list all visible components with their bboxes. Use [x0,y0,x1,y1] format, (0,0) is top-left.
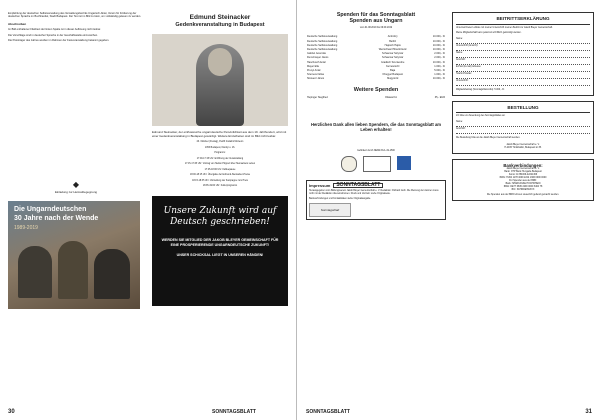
form-field-row [456,59,590,65]
portrait-image [152,34,288,126]
bank-line: Für Spenden aus der BRD: [509,179,537,182]
bank-details [452,159,594,201]
body-paragraph: Die Preisträger des Jahres werden im Rahmen der Festveranstaltung bekannt gegeben. [8,39,110,43]
membership-fee-note: Mitgliedsbeitrag (Sonntagsblatt-Abo): 5.000,- Ft [456,88,505,91]
donation-amount: 10.000,- Ft [432,35,445,39]
donations-subtitle: Spenden aus Ungarn [349,18,403,25]
membership-paragraph: Unterzeichnete/r erkläre mit meiner Unterschrift meinen Beitritt zur Jakob Bleyer Gemeinschaft. [456,26,553,29]
cover-figure [94,249,130,299]
donations-table [306,35,446,81]
portrait-face [208,48,232,76]
membership-form [452,12,594,96]
page-left [0,0,297,420]
donor-place: Kernéutschl [386,64,400,68]
other-donations-table [306,95,446,99]
event-line: 18:35-19:00 Uhr: Kulturprogramm [202,185,238,188]
running-title-left: SONNTAGSBLATT [212,409,256,415]
donor-name: Deutsche Selbstverwaltung [307,43,338,47]
bank-line: Jakob Bleyer Gemeinschaft e. V. [506,167,540,170]
donation-amount: 2.000,- Ft [434,52,445,56]
donor-name: Stravecz János [307,77,325,81]
right-column-1 [306,12,446,220]
donor-name: Deutsche Selbstverwaltung [307,39,338,43]
donor-place: Ambrózy [387,35,398,39]
form-field-label: Unterschrift: [456,79,469,82]
event-line: 23. Oktober (Freitag), Petőfi Irodalmi Múzeum [196,141,244,144]
page-right [300,0,600,420]
event-line: 17:15-17:45 Uhr: Vortrag von Stefan Pöpperl über Steinackers Leben [184,163,256,166]
form-field-row [456,73,590,79]
donation-amount: 10.000,- Ft [432,47,445,51]
donor-place: Schaumar Solymár [382,52,404,56]
cover-years: 1989-2019 [14,224,38,231]
donation-amount: 10.000,- Ft [432,43,445,47]
form-field-row [456,45,590,51]
donor-name: Gabriel Jeremiás [307,52,326,56]
donation-amount: 10.000,- Ft [432,39,445,43]
donor-place: Berlitz [389,39,397,43]
page-number-right: 31 [585,409,592,415]
book-cover-image [8,201,140,309]
donor-name: Szemerer Elisa [307,73,324,77]
event-line: Programm: [214,152,226,155]
bank-line: Bank: SPARKASSE HOCHRHEIN [505,182,541,185]
donor-place: Mogyoród [387,77,399,81]
event-line: 18:00-18:15 Uhr: Übergabe der Edmund-Steinacker-Preise [189,174,250,177]
bank-footer: Die Spenden aus der BRD können steuerlich geltend gemacht werden. [486,193,560,196]
form-field-row [456,80,590,86]
order-note: Die Bestellung bitte an die Jakob Bleyer Gemeinschaft senden. [456,136,521,139]
body-paragraph: Die Vorschläge sind in deutscher Sprache in der Geschäftsstelle einzureichen. [8,33,98,37]
donor-place: Werischwar Pilisvörösvár [378,47,407,51]
donor-name: Mayer Ella [307,64,319,68]
bank-lines [456,168,590,192]
banner-slogan: Deutsch geschrieben! [170,217,270,228]
impressum-note: Bankverbindungen und Kontaktdaten siehe Originalausgabe. [309,198,371,201]
membership-banner [152,196,288,306]
membership-fields [456,38,590,86]
body-paragraph: Im Bild enthaltener Fließtext der linken Spalte ist in dieser Auflösung nicht lesbar. [8,27,101,31]
donor-place: Gradisch Szentendre [380,60,405,64]
form-field-label: Anschrift: [456,58,466,61]
form-field-label: Name: [456,37,463,40]
donor-name: Dunszmayer János [307,56,329,60]
sponsor-logo [341,156,357,172]
org-address: H-2045 Törökbálint, Budapesti út 35. [504,146,542,149]
order-fields [456,121,590,134]
form-field-label: Anschrift: [456,127,466,130]
donor-place: Ottawa KA [384,95,397,99]
form-field-label: Name: [456,120,463,123]
page-number-left: 30 [8,409,15,415]
donation-amount: 1.000,- Ft [434,73,445,77]
bank-title: Bankverbindungen: [503,162,543,168]
event-line: 1053 Budapest, Károlyi u. 16. [204,146,236,149]
donation-row [306,77,446,81]
bank-line: Bank: OTP Bank Hungaria Budapest [504,170,542,173]
order-form [452,101,594,154]
membership-paragraph: Meine Mitgliedschaft kann jederzeit schriftlich gekündigt werden. [456,32,522,35]
order-text: Ich bitte um Zusendung des Sonntagsblattes an: [456,115,506,118]
sponsor-logo [397,156,411,170]
banner-callout: WERDEN SIE MITGLIED DER JAKOB BLEYER GEMEINSCHAFT FÜR EINE PROSPERIERENDE UNGARNDEUTSCHE ZUKUNFT! [161,238,279,247]
donation-amount: 10.000,- Ft [432,77,445,81]
donor-name: Haschusch Antal [307,60,326,64]
left-column-2 [152,12,288,306]
form-field-row [456,128,590,134]
right-column-2 [452,12,594,201]
donor-place: Baja [390,68,396,72]
event-line: 18:15-18:35 Uhr: Vorstellung der Kampagne zum Preis [192,179,248,182]
impressum-brand: SONNTAGSBLATT [333,183,383,188]
form-field-label: Unterschrift (Ansicht): [456,44,479,47]
event-line: 17:00-17:15 Uhr: Eröffnung der Veranstaltung [196,157,244,160]
cover-figure [18,246,52,298]
bank-line: IBAN: HU64 1178 4009 2222 1306 0000 0000 [499,176,547,179]
banner-callout: UNSER SCHICKSAL LIEGT IN UNSEREN HÄNDEN! [176,253,264,258]
cover-figure [58,241,88,299]
event-line: 17:45-18:00 Uhr: Kaffeepause [204,168,236,171]
order-title: BESTELLUNG [507,104,539,110]
donation-amount: 10.000,- Ft [432,60,445,64]
banner-slogan: Unsere Zukunft wird auf [163,206,277,217]
donor-name: Deutsche Selbstverwaltung [307,35,338,39]
donation-row [306,95,446,99]
divider [456,112,590,113]
form-field-row [456,52,590,58]
form-field-label: Name: [456,51,463,54]
form-field-row [456,66,590,72]
form-field-label: E-Post (E-mail) Adresse: [456,65,482,68]
article-subtitle: Gedenkveranstaltung in Budapest [175,21,265,28]
divider [456,24,590,25]
org-name: Jakob Bleyer Gemeinschaft e. V. [506,143,540,146]
donor-place: Schaumar Solymár [382,56,404,60]
bank-line: Konto: 11784009-22221306 [508,173,538,176]
intro-paragraph: Empfehlung der deutschen Selbstverwaltung des Verwaltungsbezirks Ungarisch-Abtei, Verein für Förderung der deutschen Sprache im Buchhandel, Stadt Budapest. Der Text ist im Bild zu klein, um vollständig gelesen zu werden. [8,12,142,19]
donor-name: Prenyi Antal [307,68,321,72]
cover-title: Die Ungarndeutschen [14,205,87,213]
donor-name: Deutsche Selbstverwaltung [307,47,338,51]
form-field-label: Telefon/Telefax: [456,72,472,75]
donation-amount: 5.000,- Ft [434,68,445,72]
donor-place: Hajosch Hajós [384,43,401,47]
event-details [152,141,288,188]
form-field-row [456,38,590,44]
impressum-header [309,183,443,188]
bank-line: BIC: SKHRDE6WXXX [511,188,535,191]
sponsor-logos [306,156,446,172]
diamond-ornament: ◆ [72,180,80,190]
section-heading: Abschreiben [8,21,27,26]
sponsor-logo [363,156,391,172]
impressum-label: Impressum [309,182,331,188]
donation-amount: 2.000,- Ft [434,56,445,60]
donor-place: Ohegyel Budapest [382,73,403,77]
other-donations-title: Weitere Spenden [353,86,399,93]
form-field-row [456,121,590,127]
donations-period: vom 01.08.2019 bis 09.09.2019 [359,26,393,29]
donations-title: Spenden für das Sonntagsblatt [336,12,416,18]
impressum-text: Herausgegeben vom Bildungsverein Jakob Bleyer Gemeinschaft e. V. Redaktion: Richard Guth. Die Meinung der Autoren muss nicht mit der Redaktion übereinstimmen. Druck und Vertrieb: siehe Originalseite. [309,190,439,196]
donation-amount: 1.000,- Ft [434,64,445,68]
article-title: Edmund Steinacker [189,14,251,21]
thanks-message: Herzlichen Dank allen lieben Spendern, die das Sonntagsblatt am Leben erhalten! [310,121,442,132]
sonntagsblatt-logo: Sonntagsblatt [309,203,351,217]
bank-line: IBAN: DE77 6845 2290 0000 6464 78 [503,185,543,188]
sponsor-line: Gefördert durch NEMZ-KUL-19-1500 [357,149,395,152]
photo-caption: Einladung zur Heimatbegegnung [54,190,98,195]
donor-name: Hepinger Siegfried [307,95,328,99]
impressum-box [306,180,446,220]
left-column-1 [8,12,144,309]
cover-subtitle: 30 Jahre nach der Wende [14,214,99,222]
running-title-right: SONNTAGSBLATT [306,409,350,415]
article-body: Edmund Steinacker, der einflussreiche ungarndeutsche Persönlichkeit aus dem 19. Jahrhundert, wird mit einer Gedenkveranstaltung in Budapest gewürdigt. Weitere Einzelheiten sind im Bild nicht lesbar. [152,130,287,138]
donation-amount: 35,- EUR [434,95,445,99]
membership-title: BEITRITTSERKLÄRUNG [496,16,550,21]
